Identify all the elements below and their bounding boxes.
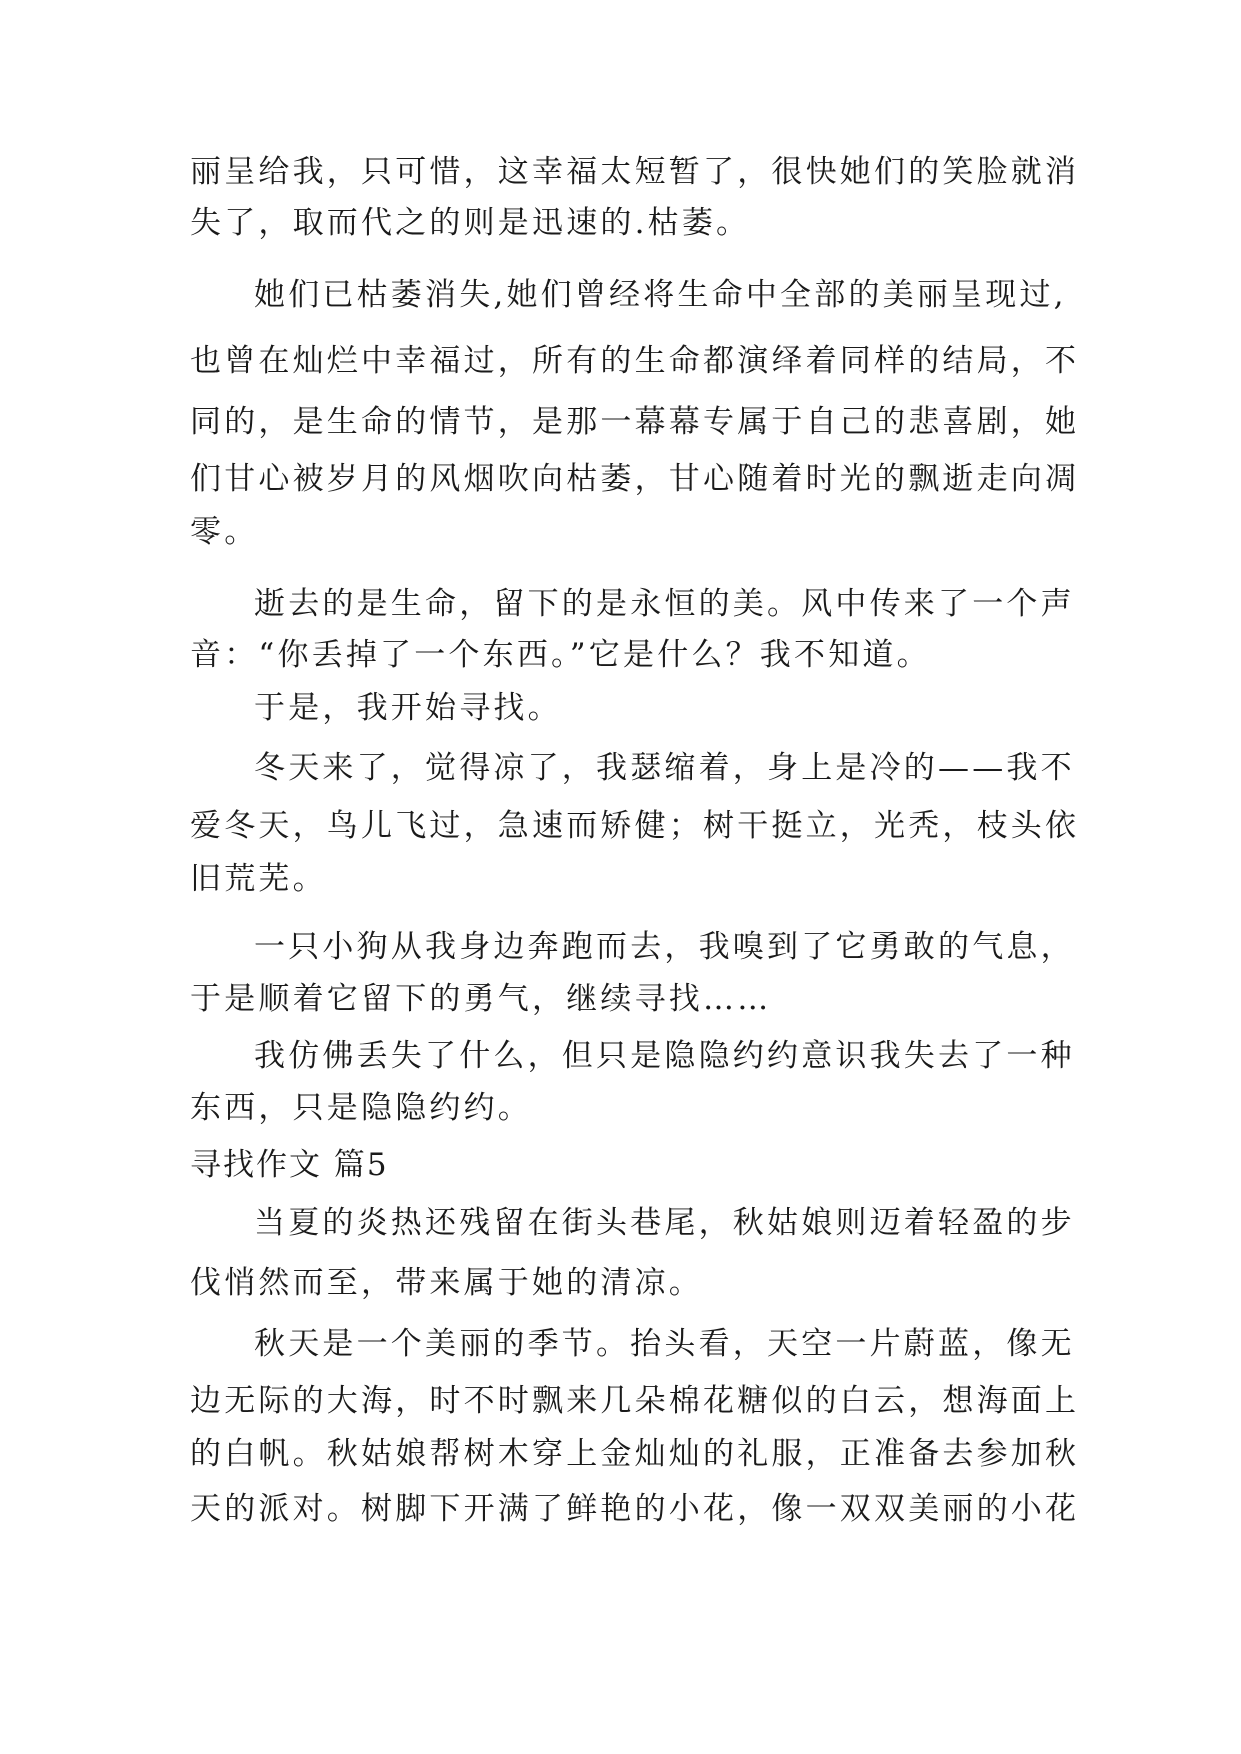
text-line: 的白帆。秋姑娘帮树木穿上金灿灿的礼服，正准备去参加秋 [190, 1436, 1080, 1472]
text-line: 边无际的大海，时不时飘来几朵棉花糖似的白云，想海面上 [190, 1383, 1080, 1419]
paragraph-first-line: 一只小狗从我身边奔跑而去，我嗅到了它勇敢的气息， [254, 929, 1075, 965]
paragraph-first-line: 当夏的炎热还残留在街头巷尾，秋姑娘则迈着轻盈的步 [254, 1205, 1075, 1241]
paragraph-first-line: 逝去的是生命，留下的是永恒的美。风中传来了一个声 [254, 586, 1075, 622]
text-line: 伐悄然而至，带来属于她的清凉。 [190, 1265, 703, 1301]
paragraph-first-line: 秋天是一个美丽的季节。抬头看，天空一片蔚蓝，像无 [254, 1326, 1075, 1362]
text-line: 爱冬天，鸟儿飞过，急速而矫健；树干挺立，光秃，枝头依 [190, 808, 1080, 844]
text-line: 旧荒芜。 [190, 861, 327, 897]
paragraph-first-line: 我仿佛丢失了什么，但只是隐隐约约意识我失去了一种 [254, 1038, 1075, 1074]
text-line: 天的派对。树脚下开满了鲜艳的小花，像一双双美丽的小花 [190, 1491, 1080, 1527]
section-heading: 寻找作文 篇5 [190, 1147, 389, 1183]
text-line: 音：“你丢掉了一个东西。”它是什么？我不知道。 [190, 637, 931, 673]
text-line: 零。 [190, 514, 259, 550]
text-line: 失了，取而代之的则是迅速的.枯萎。 [190, 205, 751, 241]
text-line: 同的，是生命的情节，是那一幕幕专属于自己的悲喜剧，她 [190, 404, 1080, 440]
paragraph-first-line: 她们已枯萎消失,她们曾经将生命中全部的美丽呈现过, [254, 277, 1067, 313]
text-line: 东西，只是隐隐约约。 [190, 1090, 532, 1126]
text-line: 也曾在灿烂中幸福过，所有的生命都演绎着同样的结局，不 [190, 343, 1080, 379]
paragraph-first-line: 于是，我开始寻找。 [254, 690, 562, 726]
text-line: 于是顺着它留下的勇气，继续寻找…… [190, 981, 772, 1017]
text-line: 们甘心被岁月的风烟吹向枯萎，甘心随着时光的飘逝走向凋 [190, 461, 1080, 497]
paragraph-first-line: 冬天来了，觉得凉了，我瑟缩着，身上是冷的——我不 [254, 750, 1075, 786]
text-line: 丽呈给我，只可惜，这幸福太短暂了，很快她们的笑脸就消 [190, 154, 1080, 190]
